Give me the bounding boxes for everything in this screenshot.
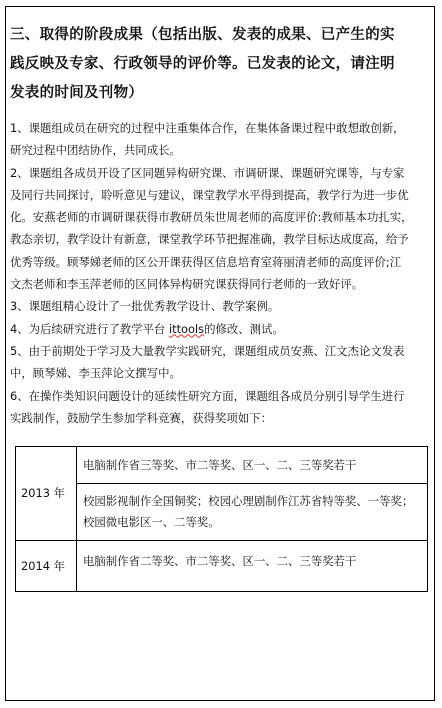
heading-line-3: 发表的时间及刊物） bbox=[10, 84, 144, 101]
heading-line-1: 三、取得的阶段成果（包括出版、发表的成果、已产生的实 bbox=[10, 26, 395, 43]
year-cell: 2013 年 bbox=[16, 447, 77, 541]
award-cell: 电脑制作省三等奖、市二等奖、区一、二、三等奖若干 bbox=[77, 447, 428, 484]
paragraph-5 bbox=[10, 340, 428, 385]
paragraph-line: 中，顾琴娣、李玉萍论文撰写中。 bbox=[10, 366, 181, 381]
paragraph-6 bbox=[10, 385, 428, 430]
paragraph-line: 1、课题组成员在研究的过程中注重集体合作，在集体备课过程中敢想敢创新， bbox=[10, 121, 405, 135]
paragraph-1 bbox=[10, 117, 428, 162]
paragraph-line: 优秀等级。顾琴娣老师的区公开课获得区信息培育室蒋丽清老师的高度评价;江 bbox=[10, 254, 402, 269]
paragraph-4 bbox=[10, 318, 428, 340]
paragraph-line: 2、课题组各成员开设了区同题异构研究课、市调研课、课题研究课等，与专家 bbox=[10, 165, 405, 180]
award-cell: 电脑制作省二等奖、市二等奖、区一、二、三等奖若干 bbox=[77, 541, 428, 592]
paragraph-line: 6、在操作类知识问题设计的延续性研究方面，课题组各成员分别引导学生进行 bbox=[10, 388, 405, 403]
paragraph-3 bbox=[10, 295, 428, 317]
paragraph-line: 化。安燕老师的市调研课获得市教研员朱世周老师的高度评价:教师基本功扎实， bbox=[10, 210, 413, 225]
paragraph-line: 文杰老师和李玉萍老师的区同体异构研究课获得同行老师的一致好评。 bbox=[10, 277, 364, 292]
award-cell: 校园影视制作全国铜奖；校园心理剧制作江苏省特等奖、一等奖；校园微电影区一、二等奖。 bbox=[77, 484, 428, 541]
ittools-term: ittools bbox=[168, 321, 205, 336]
table-row bbox=[16, 484, 428, 541]
heading-line-2: 践反映及专家、行政领导的评价等。已发表的论文，请注明 bbox=[10, 55, 395, 72]
paragraph-line: 实践制作，鼓励学生参加学科竞赛，获得奖项如下： bbox=[10, 410, 272, 425]
paragraph-line: 及同行共同探讨，聆听意见与建议，课堂教学水平得到提高，教学行为进一步优 bbox=[10, 187, 409, 202]
section-heading bbox=[10, 20, 428, 107]
table-row bbox=[16, 447, 428, 484]
table-row bbox=[16, 541, 428, 592]
paragraph-text: 的修改、测试。 bbox=[204, 321, 284, 336]
year-cell: 2014 年 bbox=[16, 541, 77, 592]
awards-table bbox=[15, 446, 428, 592]
paragraph-2 bbox=[10, 162, 428, 296]
paragraph-line: 5、由于前期处于学习及大量教学实践研究，课题组成员安燕、江文杰论文发表 bbox=[10, 343, 405, 358]
paragraph-line: 教态亲切，教学设计有新意，课堂教学环节把握准确，教学目标达成度高，给予 bbox=[10, 232, 409, 247]
results-body bbox=[10, 117, 428, 429]
paragraph-text: 4、为后续研究进行了教学平台 bbox=[10, 321, 169, 336]
paragraph-line: 3、课题组精心设计了一批优秀教学设计、教学案例。 bbox=[10, 299, 280, 314]
paragraph-line: 研究过程中团结协作，共同成长。 bbox=[10, 143, 181, 158]
